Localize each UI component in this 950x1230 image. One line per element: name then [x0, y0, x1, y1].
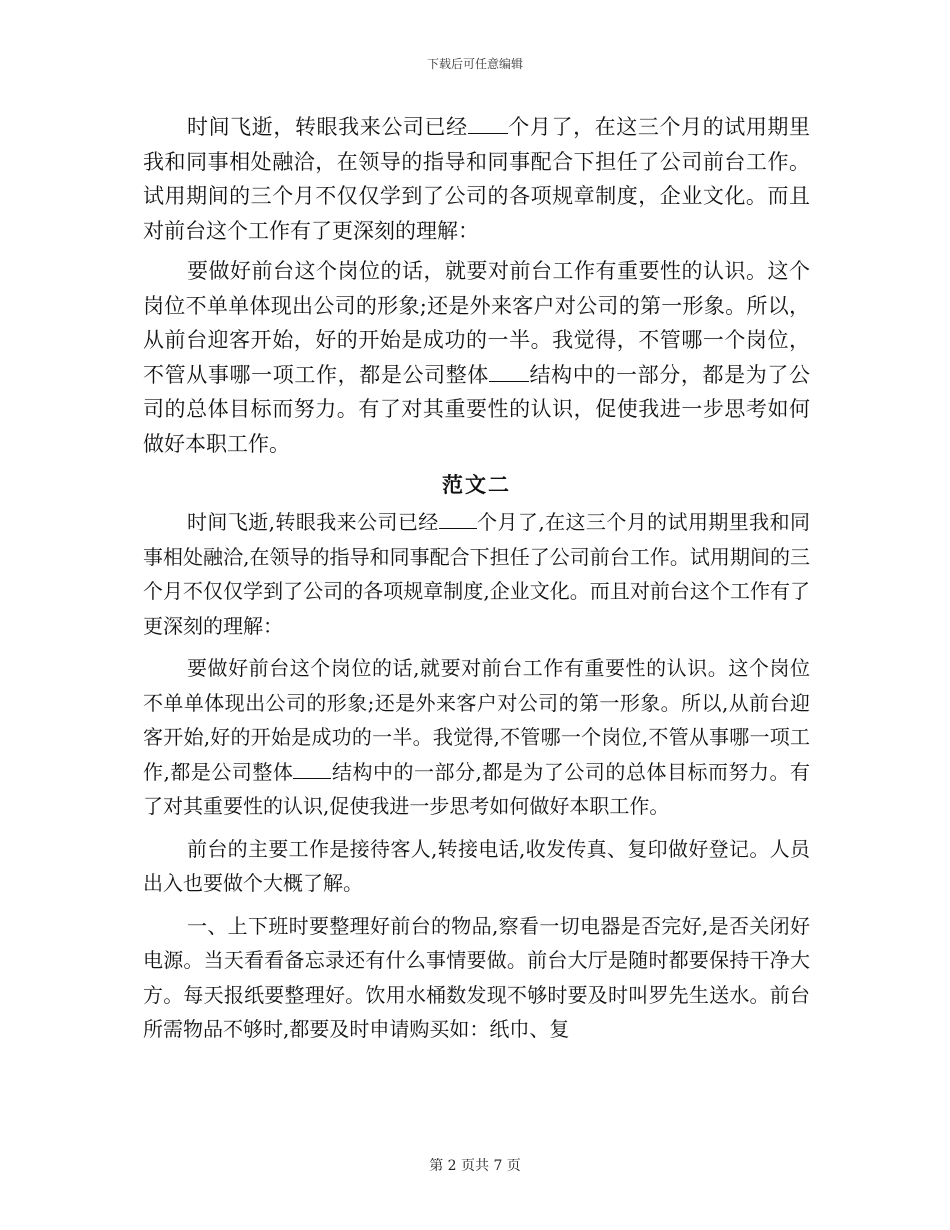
paragraph — [143, 110, 810, 248]
paragraph-text: 结构中的一部分，都是为了公司的总体目标而努力。有了对其重要性的认识，促使我进一步思考如何做好本职工作。 — [143, 362, 811, 456]
fill-in-blank — [468, 133, 508, 134]
paragraph-text: 时间飞逝,转眼我来公司已经 — [187, 510, 439, 534]
paragraph-text: 要做好前台这个岗位的话，就要对前台工作有重要性的认识。这个岗位不单单体现出公司的形象;还是外来客户对公司的第一形象。所以，从前台迎客开始，好的开始是成功的一半。我觉得，不管哪一个岗位，不管从事哪一项工作，都是公司整体 — [143, 259, 810, 387]
paragraph: 前台的主要工作是接待客人,转接电话,收发传真、复印做好登记。人员出入也要做个大概了解。 — [143, 836, 810, 895]
paragraph: 一、上下班时要整理好前台的物品,察看一切电器是否完好,是否关闭好电源。当天看看备忘录还有什么事情要做。前台大厅是随时都要保持干净大方。每天报纸要整理好。饮用水桶数发现不够时要及时叫罗先生送水。前台所需物品不够时,都要及时申请购买如：纸巾、复 — [143, 913, 810, 1041]
section-1 — [143, 110, 810, 461]
document-body — [143, 110, 810, 1047]
paragraph — [143, 505, 810, 643]
paragraph-text: 要做好前台这个岗位的话,就要对前台工作有重要性的认识。这个岗位不单单体现出公司的形象;还是外来客户对公司的第一形象。所以,从前台迎客开始,好的开始是成功的一半。我觉得,不管哪一个岗位,不管从事哪一项工作,都是公司整体 — [143, 656, 810, 784]
paragraph — [143, 254, 810, 461]
paragraph-text: 结构中的一部分,都是为了公司的总体目标而努力。有了对其重要性的认识,促使我进一步思考如何做好本职工作。 — [143, 759, 811, 818]
page-footer: 第 2 页共 7 页 — [429, 1158, 521, 1174]
fill-in-blank — [489, 381, 529, 382]
section-title: 范文二 — [442, 472, 511, 497]
paragraph-text: 个月了，在这三个月的试用期里我和同事相处融洽，在领导的指导和同事配合下担任了公司前台工作。试用期间的三个月不仅仅学到了公司的各项规章制度，企业文化。而且对前台这个工作有了更深刻的理解： — [143, 115, 810, 243]
fill-in-blank — [293, 778, 331, 779]
section-2 — [143, 505, 810, 1047]
fill-in-blank — [439, 528, 477, 529]
paragraph — [143, 651, 810, 824]
page-header: 下载后可任意编辑 — [426, 57, 523, 71]
paragraph-text: 时间飞逝，转眼我来公司已经 — [187, 115, 468, 139]
paragraph-text: 个月了,在这三个月的试用期里我和同事相处融洽,在领导的指导和同事配合下担任了公司前台工作。试用期间的三个月不仅仅学到了公司的各项规章制度,企业文化。而且对前台这个工作有了更深刻的理解： — [143, 510, 811, 638]
